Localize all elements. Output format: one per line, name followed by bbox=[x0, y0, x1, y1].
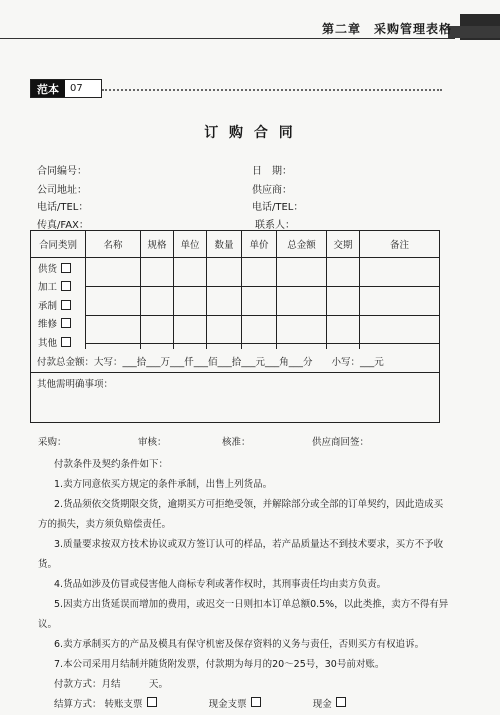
table-header-row bbox=[31, 231, 440, 258]
category-item bbox=[38, 258, 85, 277]
contract-number-label: 合同编号： bbox=[37, 166, 87, 177]
category-label: 加工 bbox=[38, 282, 58, 294]
col-header: 交期 bbox=[327, 231, 360, 258]
term-item: 7.本公司采用月结制并随货附发票，付款期为每月的20～25号，30号前对账。 bbox=[54, 659, 385, 670]
terms-heading: 付款条件及契约条件如下： bbox=[54, 459, 169, 470]
settlement-label: 结算方式： bbox=[54, 699, 102, 710]
term-item: 3.质量要求按双方技术协议或双方签订认可的样品，若产品质量达不到技术要求，买方不予收货。 bbox=[38, 539, 444, 570]
category-checkbox[interactable] bbox=[61, 263, 71, 273]
approver-signature-label: 核准： bbox=[222, 437, 251, 448]
settle-checkbox-cash[interactable] bbox=[336, 697, 346, 707]
remarks-label: 其他需明确事项： bbox=[37, 379, 114, 390]
tel-label-right: 电话/TEL： bbox=[252, 202, 304, 213]
terms-section bbox=[38, 455, 450, 715]
col-header: 合同类别 bbox=[31, 231, 86, 258]
term-item: 2.货品须依交货期限交货，逾期买方可拒绝受领，并解除部分或全部的订单契约，因此造成买方的损失，卖方须负赔偿责任。 bbox=[38, 499, 444, 530]
payment-total-text: 付款总金额：大写：___拾___万___仟___佰___拾___元___角___分 小写：___元 bbox=[37, 356, 384, 368]
term-item: 5.因卖方出货延误而增加的费用，或迟交一日则扣本订单总额0.5%，以此类推，卖方不得有异议。 bbox=[38, 599, 449, 630]
category-checkbox[interactable] bbox=[61, 300, 71, 310]
col-header: 单价 bbox=[242, 231, 277, 258]
category-checkbox[interactable] bbox=[61, 281, 71, 291]
settle-checkbox-transfer[interactable] bbox=[147, 697, 157, 707]
tel-label-left: 电话/TEL： bbox=[37, 202, 89, 213]
settle-checkbox-cash-check[interactable] bbox=[251, 697, 261, 707]
category-label: 其他 bbox=[38, 337, 58, 349]
category-item bbox=[38, 277, 85, 296]
category-checkbox[interactable] bbox=[61, 318, 71, 328]
col-header: 名称 bbox=[86, 231, 141, 258]
settle-option-cash-check: 现金支票 bbox=[208, 699, 247, 710]
settlement-method bbox=[38, 695, 450, 715]
document-title: 订 购 合 同 bbox=[204, 125, 296, 141]
col-header: 备注 bbox=[360, 231, 440, 258]
payment-method: 付款方式：月结 天。 bbox=[54, 679, 169, 690]
header-tab-tail bbox=[448, 26, 500, 38]
term-item: 4.货品如涉及仿冒或侵害他人商标专利或著作权时，其刑事责任均由卖方负责。 bbox=[54, 579, 387, 590]
settle-option-cash: 现金 bbox=[312, 699, 332, 710]
table-row bbox=[31, 315, 440, 344]
date-label: 日 期： bbox=[252, 166, 292, 177]
category-label: 维修 bbox=[38, 319, 58, 331]
sample-label bbox=[30, 79, 102, 98]
chapter-title: 第二章 采购管理表格 bbox=[321, 22, 452, 36]
buyer-signature-label: 采购： bbox=[38, 437, 67, 448]
category-item bbox=[38, 295, 85, 314]
header-rule bbox=[0, 38, 455, 39]
payment-total-row bbox=[30, 349, 440, 373]
reviewer-signature-label: 审核： bbox=[138, 437, 167, 448]
col-header: 单位 bbox=[174, 231, 207, 258]
supplier-label: 供应商： bbox=[252, 185, 292, 196]
remarks-box[interactable] bbox=[30, 372, 440, 423]
col-header: 数量 bbox=[207, 231, 242, 258]
settle-option-transfer: 转账支票 bbox=[104, 699, 143, 710]
fax-label: 传真/FAX： bbox=[37, 220, 89, 231]
term-item: 6.卖方承制买方的产品及模具有保守机密及保存资料的义务与责任，否则买方有权追诉。 bbox=[54, 639, 425, 650]
term-item: 1.卖方同意依买方规定的条件承制，出售上列货品。 bbox=[54, 479, 273, 490]
table-row bbox=[31, 287, 440, 316]
table-row bbox=[31, 258, 440, 287]
contact-label: 联系人： bbox=[255, 220, 295, 231]
col-header: 总金额 bbox=[277, 231, 327, 258]
sample-tag: 范本 bbox=[31, 80, 65, 97]
category-checkbox[interactable] bbox=[61, 337, 71, 347]
sample-number: 07 bbox=[70, 83, 83, 94]
col-header: 规格 bbox=[141, 231, 174, 258]
supplier-signature-label: 供应商回签： bbox=[312, 437, 370, 448]
dotted-divider bbox=[102, 89, 442, 91]
category-label: 供货 bbox=[38, 263, 58, 275]
category-item bbox=[38, 314, 85, 333]
category-label: 承制 bbox=[38, 300, 58, 312]
address-label: 公司地址： bbox=[37, 185, 87, 196]
